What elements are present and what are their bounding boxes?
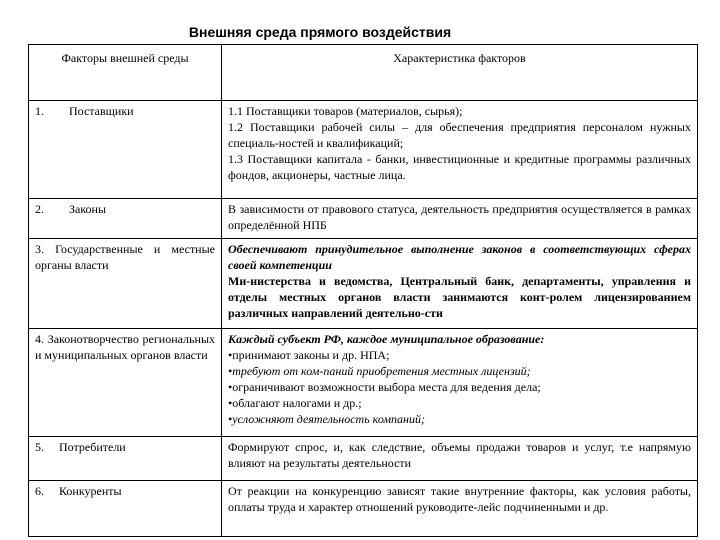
table-row bbox=[29, 481, 698, 537]
list-item bbox=[228, 347, 691, 363]
characteristic-cell bbox=[222, 199, 698, 239]
characteristic-line: 1.2 Поставщики рабочей силы – для обеспечения предприятия персоналом нужных специаль-ностей и квалификаций; bbox=[228, 120, 691, 150]
characteristic-line: От реакции на конкуренцию зависят такие внутренние факторы, как условия работы, оплаты труда и характер отношений руководите-лейс подчиненными и др. bbox=[228, 484, 691, 514]
list-item bbox=[228, 411, 691, 427]
row-number: 6. bbox=[35, 484, 44, 498]
characteristic-line: Обеспечивают принудительное выполнение законов в соответствующих сферах своей компетенции bbox=[228, 242, 691, 272]
table-header-row bbox=[29, 45, 698, 101]
factor-cell bbox=[29, 481, 222, 537]
table-row bbox=[29, 329, 698, 437]
factor-cell bbox=[29, 239, 222, 329]
list-item bbox=[228, 395, 691, 411]
characteristic-line: 1.1 Поставщики товаров (материалов, сырья); bbox=[228, 104, 463, 118]
row-number: 4. bbox=[35, 332, 44, 346]
characteristic-cell bbox=[222, 329, 698, 437]
characteristic-cell bbox=[222, 239, 698, 329]
factor-cell bbox=[29, 199, 222, 239]
factor-name: Законотворчество региональных и муниципальных органов власти bbox=[35, 332, 216, 362]
characteristic-cell bbox=[222, 101, 698, 199]
factor-cell bbox=[29, 437, 222, 481]
factor-name: Законы bbox=[69, 202, 107, 216]
factor-cell bbox=[29, 101, 222, 199]
factor-cell bbox=[29, 329, 222, 437]
list-item-text: требуют от ком-паний приобретения местных лицензий; bbox=[232, 364, 531, 378]
characteristic-cell bbox=[222, 481, 698, 537]
factor-name: Государственные и местные органы власти bbox=[35, 242, 215, 272]
list-item bbox=[228, 379, 691, 395]
table-row bbox=[29, 101, 698, 199]
characteristic-line: 1.3 Поставщики капитала - банки, инвестиционные и кредитные программы различных фондов, акционеры, частные лица. bbox=[228, 152, 691, 182]
header-characteristics: Характеристика факторов bbox=[222, 45, 698, 101]
characteristic-line: Формируют спрос, и, как следствие, объемы продажи товаров и услуг, т.е напрямую влияют на результаты деятельности bbox=[228, 440, 691, 470]
factor-name: Конкуренты bbox=[59, 484, 122, 498]
characteristic-cell bbox=[222, 437, 698, 481]
row-number: 1. bbox=[35, 104, 44, 118]
characteristic-line: Ми-нистерства и ведомства, Центральный банк, департаменты, управления и отделы местных органов власти занимаются конт-ролем лицензированием различных направлений деятельно-сти bbox=[228, 274, 691, 320]
list-item bbox=[228, 363, 691, 379]
list-item-text: усложняют деятельность компаний; bbox=[232, 412, 425, 426]
factor-name: Потребители bbox=[59, 440, 126, 454]
characteristic-line: В зависимости от правового статуса, деятельность предприятия осуществляется в рамках определённой НПБ bbox=[228, 202, 691, 232]
row-number: 5. bbox=[35, 440, 44, 454]
factor-name: Поставщики bbox=[69, 104, 134, 118]
table-row bbox=[29, 437, 698, 481]
table-row bbox=[29, 199, 698, 239]
list-item-text: облагают налогами и др.; bbox=[232, 396, 362, 410]
table-row bbox=[29, 239, 698, 329]
page-title: Внешняя среда прямого воздействия bbox=[188, 24, 452, 40]
list-item-text: ограничивают возможности выбора места для ведения дела; bbox=[232, 380, 541, 394]
row-number: 2. bbox=[35, 202, 44, 216]
factors-table bbox=[28, 44, 698, 537]
header-factors: Факторы внешней среды bbox=[29, 45, 222, 101]
characteristic-intro: Каждый субъект РФ, каждое муниципальное образование: bbox=[228, 332, 545, 346]
list-item-text: принимают законы и др. НПА; bbox=[232, 348, 390, 362]
row-number: 3. bbox=[35, 242, 44, 256]
